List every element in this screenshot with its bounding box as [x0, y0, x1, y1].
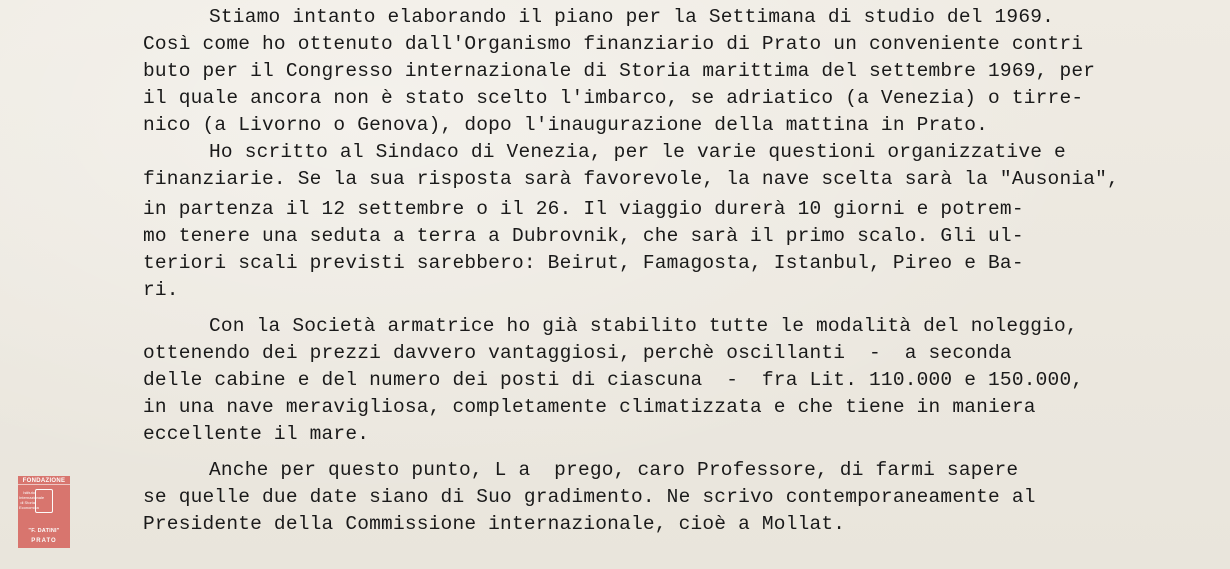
logo-side-text: Istituto Internazionale di Storia Economica: [19, 490, 45, 510]
text-line: teriori scali previsti sarebbero: Beirut, Famagosta, Istanbul, Pireo e Ba-: [143, 252, 1024, 274]
letter-body: [143, 4, 1203, 538]
text-line: Presidente della Commissione internazionale, cioè a Mollat.: [143, 513, 846, 535]
logo-city-text: PRATO: [31, 538, 57, 544]
text-line: Così come ho ottenuto dall'Organismo finanziario di Prato un conveniente contri: [143, 33, 1084, 55]
fondazione-datini-logo: [18, 476, 70, 548]
text-line: nico (a Livorno o Genova), dopo l'inaugurazione della mattina in Prato.: [143, 114, 989, 136]
text-line: in una nave meravigliosa, completamente climatizzata e che tiene in maniera: [143, 396, 1036, 418]
text-line: finanziarie. Se la sua risposta sarà favorevole, la nave scelta sarà la "Ausonia",: [143, 168, 1119, 190]
logo-name-text: "F. DATINI": [28, 528, 60, 534]
text-line: delle cabine e del numero dei posti di ciascuna - fra Lit. 110.000 e 150.000,: [143, 369, 1084, 391]
text-line: ri.: [143, 279, 179, 301]
text-line: mo tenere una seduta a terra a Dubrovnik, che sarà il primo scalo. Gli ul-: [143, 225, 1024, 247]
text-line: Stiamo intanto elaborando il piano per la Settimana di studio del 1969.: [209, 6, 1055, 28]
text-line: ottenendo dei prezzi davvero vantaggiosi, perchè oscillanti - a seconda: [143, 342, 1012, 364]
text-line: buto per il Congresso internazionale di Storia marittima del settembre 1969, per: [143, 60, 1096, 82]
text-line: il quale ancora non è stato scelto l'imbarco, se adriatico (a Venezia) o tirre-: [143, 87, 1084, 109]
text-line: eccellente il mare.: [143, 423, 370, 445]
logo-top-text: FONDAZIONE: [18, 476, 70, 485]
text-line: se quelle due date siano di Suo gradimento. Ne scrivo contemporaneamente al: [143, 486, 1036, 508]
text-line: in partenza il 12 settembre o il 26. Il viaggio durerà 10 giorni e potrem-: [143, 198, 1024, 220]
text-line: Anche per questo punto, L a prego, caro Professore, di farmi sapere: [209, 459, 1019, 481]
text-line: Con la Società armatrice ho già stabilito tutte le modalità del noleggio,: [209, 315, 1078, 337]
text-line: Ho scritto al Sindaco di Venezia, per le varie questioni organizzative e: [209, 141, 1066, 163]
